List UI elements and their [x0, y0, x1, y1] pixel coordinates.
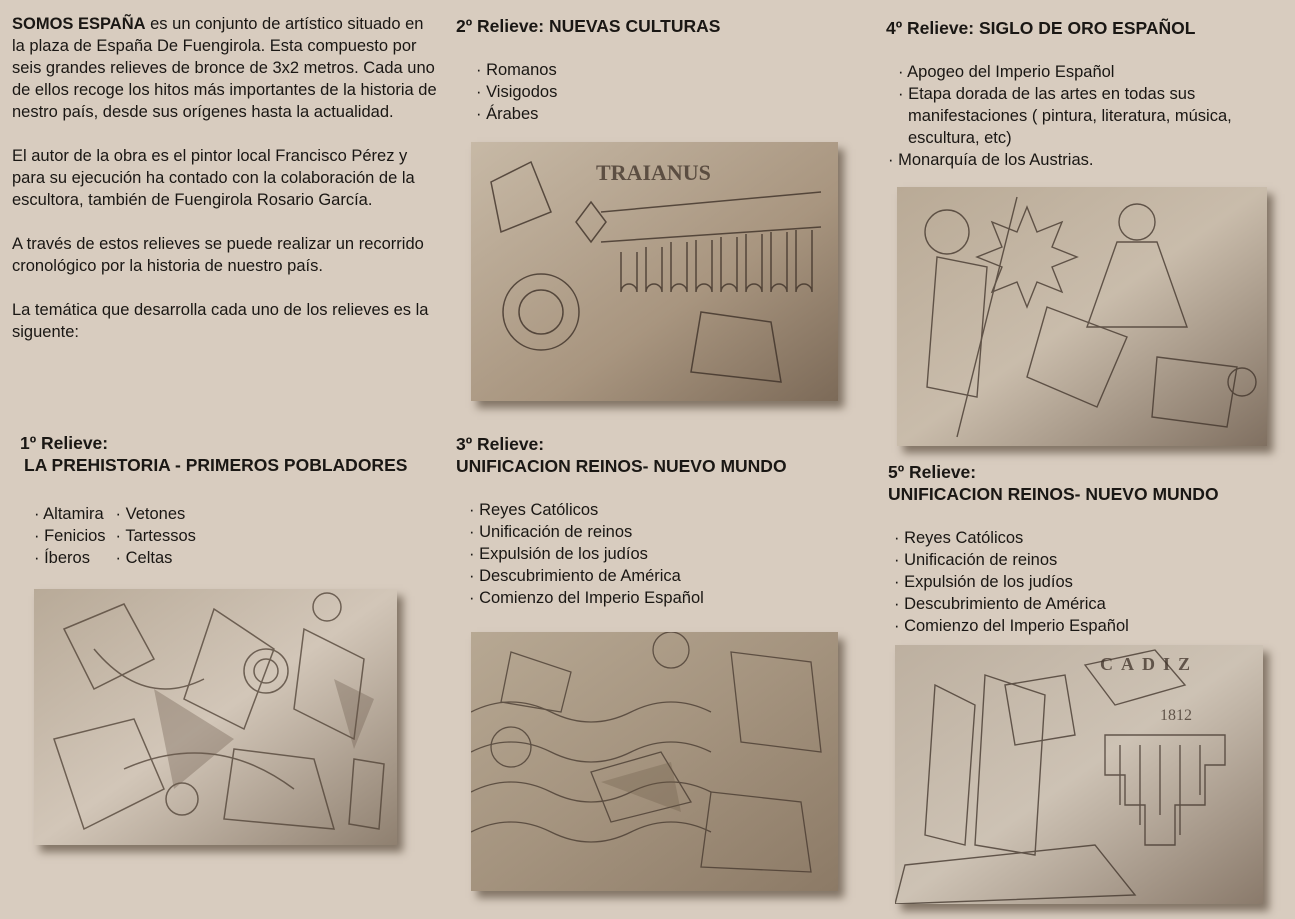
relieve5-image-inscription-a: CADIZ [1100, 654, 1199, 674]
relieve4-image [897, 187, 1267, 446]
intro-paragraph-2: El autor de la obra es el pintor local Francisco Pérez y para su ejecución ha contado con la colaboración de la escultora, también de Fuengirola Rosario García. [12, 147, 415, 209]
relieve2-image-inscription: TRAIANUS [596, 160, 711, 185]
relieve3-heading-title: UNIFICACION REINOS- NUEVO MUNDO [456, 456, 787, 476]
relieve3-heading-number: 3º Relieve: [456, 434, 545, 454]
list-item: · Celtas [116, 547, 196, 569]
relieve2-heading: 2º Relieve: NUEVAS CULTURAS [456, 16, 721, 36]
list-item: · Vetones [116, 503, 196, 525]
list-item: · Comienzo del Imperio Español [469, 587, 704, 609]
relieve1-list-col-a [34, 503, 106, 569]
list-item: · Unificación de reinos [469, 521, 704, 543]
relieve5-image-inscription-b: 1812 [1160, 707, 1192, 724]
intro-paragraph-4: La temática que desarrolla cada uno de los relieves es la siguente: [12, 301, 429, 341]
list-item: · Íberos [34, 547, 106, 569]
relieve1-heading-number: 1º Relieve: [20, 433, 109, 453]
relieve1-list-col-b [116, 503, 196, 569]
list-item: · Descubrimiento de América [469, 565, 704, 587]
list-item: · Fenicios [34, 525, 106, 547]
intro-paragraph-3: A través de estos relieves se puede realizar un recorrido cronológico por la historia de nuestro país. [12, 235, 424, 275]
list-item: · Expulsión de los judíos [894, 571, 1129, 593]
relieve3-list [469, 499, 704, 609]
intro-paragraph-1 [12, 13, 437, 123]
list-item: · Monarquía de los Austrias. [888, 149, 1268, 171]
list-item: · Reyes Católicos [894, 527, 1129, 549]
relieve5-heading-title: UNIFICACION REINOS- NUEVO MUNDO [888, 484, 1219, 504]
relieve2-image [471, 142, 838, 401]
list-item: · Apogeo del Imperio Español [898, 61, 1268, 83]
relieve3-image [471, 632, 838, 891]
list-item: · Comienzo del Imperio Español [894, 615, 1129, 637]
list-item: · Romanos [476, 59, 557, 81]
list-item: · Visigodos [476, 81, 557, 103]
relieve1-heading-title: LA PREHISTORIA - PRIMEROS POBLADORES [24, 455, 408, 475]
intro-title: SOMOS ESPAÑA [12, 15, 146, 33]
list-item: · Etapa dorada de las artes en todas sus manifestaciones ( pintura, literatura, música, escultura, etc) [898, 83, 1268, 149]
list-item: · Expulsión de los judíos [469, 543, 704, 565]
relieve4-list [898, 61, 1268, 171]
intro-p1-text: es un conjunto de artístico situado en la plaza de España De Fuengirola. Esta compuesto por seis grandes relieves de bronce de 3x2 metros. Cada uno de ellos recoge los hitos más importantes de la historia de nestro país, desde sus orígenes hasta la actualidad. [12, 15, 437, 121]
relieve1-list [34, 503, 196, 569]
relieve5-image [895, 645, 1263, 904]
relieve5-list [894, 527, 1129, 637]
relieve1-image [34, 589, 397, 845]
list-item: · Descubrimiento de América [894, 593, 1129, 615]
list-item: · Altamira [34, 503, 106, 525]
relieve5-heading-number: 5º Relieve: [888, 462, 977, 482]
list-item: · Unificación de reinos [894, 549, 1129, 571]
list-item: · Reyes Católicos [469, 499, 704, 521]
relieve4-heading: 4º Relieve: SIGLO DE ORO ESPAÑOL [886, 18, 1196, 38]
intro-text [12, 13, 437, 365]
list-item: · Tartessos [116, 525, 196, 547]
relieve2-list [476, 59, 557, 125]
list-item: · Árabes [476, 103, 557, 125]
